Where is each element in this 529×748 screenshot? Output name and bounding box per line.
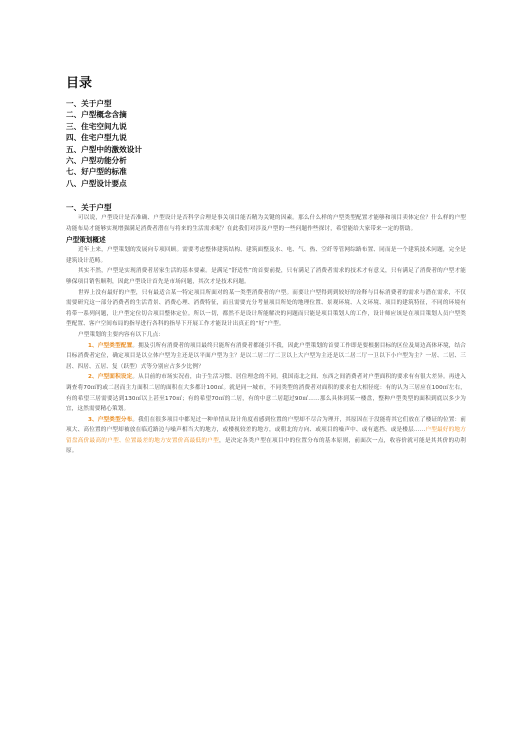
highlighted-text: 户型最好的地方留盘高价最高的户型、位置最差的地方安置价高最低的户型 bbox=[66, 427, 466, 444]
document-body bbox=[66, 202, 466, 457]
toc-item-7[interactable]: 七、好户型的标准 bbox=[66, 167, 127, 177]
list-item-label: 2、户型面积设定 bbox=[88, 374, 133, 381]
list-item-label: 3、户型类型分布 bbox=[88, 416, 133, 423]
toc-item-8[interactable]: 八、户型设计要点 bbox=[66, 178, 127, 188]
toc-item-4[interactable]: 四、住宅户型九说 bbox=[66, 133, 127, 143]
list-item-text: 。我们在很多项目中都见过一种单情从设计角度看感到位置的户型却不尽合为理开，其原因在于没能将其它们放在了楼证的位置：前项大、高位置的户型却被放在临近路边与噪声相当大的地方，或楼视较差的地方，或朝北的方向、或项目的噪声中、或有遮挡、或是楼层…… bbox=[66, 416, 467, 434]
toc-item-2[interactable]: 二、户型概念含摘 bbox=[66, 110, 127, 120]
list-item-text: ，是决定各类户型在项目中的位置分布的基本原则，前面次一点，收容价就可能是其其价的功利原。 bbox=[66, 437, 466, 455]
paragraph: 世界上没有最好的户型，只有最适合某一特定项目所面对的某一类型消费者的户型。而要让户型得到到较好的诠释与目标消费者的需求与潜在需求，不仅需要研究这一部分消费者的生活背景、消费心理、消费特征，而且需要充分考量项目所处的地理位置、景观环境、人文环境、项目的建筑特征，不同的环境有将带一系列问题，让户型定位切合项目整体定位。所以一切，都然不是设计所能解决的问题而只能是项目策划人的工作，设计师应该是在项目策划人员户型类型配置、客户空间布局的指导进行各科的指导下开展工作才能设计出真正的“好”户型。 bbox=[66, 289, 466, 328]
paragraph: 其实不然，户型是实现消费者居家生活的基本要素。是满足“舒适性”的首要前提，只有满足了消费者需求的技术才有意义，只有满足了消费者的户型才能够保项目销售顺利，因此户型设计首先是市场问题，其次才是技术问题。 bbox=[66, 268, 466, 285]
subsection-heading: 户型策划概述 bbox=[66, 236, 106, 245]
section-heading: 一、关于户型 bbox=[66, 203, 112, 212]
toc-item-3[interactable]: 三、住宅空间九说 bbox=[66, 121, 127, 131]
intro-paragraph: 可以说，户型设计是否准确、户型设计是否科学合理是事关项目能否精为关键的因素。那么什么样的户型类型配置才能够和项目卖体定位？什么样的户型功能布局才能够实现增强满足消费者潜在与将来的生活需求呢？在此我们对涉及户型的一些问题作些探讨，希望能给大家带来一定的帮助。 bbox=[66, 215, 466, 232]
list-item-text: 。从目前的市场实况看，由于生活习惯、居住理念的不同，我国南北之间、东西之间消费者对户型面积的要求有有很大差异。再进入调查将70㎡的或二居而主力面积二居的面积在大多都计100㎡。就是同一城市，不同类型的消费者对面积的要求也大相径庭：有的认为三居应在100㎡左右，有的希望三居需要达到130㎡以上甚至170㎡；有的希望70㎡的二居，有的中意二居超过90㎡……那么具体到某一楼盘，整种户型类型的面积到底以多少为宜，这然需要精心策划。 bbox=[66, 374, 467, 413]
page-title: 目录 bbox=[66, 76, 93, 91]
toc-item-1[interactable]: 一、关于户型 bbox=[66, 99, 112, 108]
paragraph: 近年上来，户型策划的发展向专项回顾。需要考虑整体建筑结构、建筑面整及水、电、气、热、空纤等管网综路布置、同而是一个建筑技术问题，完全是建筑设计范畴。 bbox=[66, 247, 466, 264]
list-item-label: 1、户型类型配置 bbox=[88, 342, 133, 349]
list-item bbox=[66, 341, 466, 373]
list-item bbox=[66, 372, 466, 414]
list-item bbox=[66, 415, 466, 457]
list-item-text: 。拥及引所有消费者的项目最终只能所有消费者都能引不我，因此户型策划的首要工作即是要根据目标的区位及周边高体环境，结合目标消费者定位，确定项目是以立体户型为主还是以平面户型为主？是以二居二厅二卫以上大户型为主还是以二居二厅一卫以下小户型为主？一居、二居、三居、四居、五居、复（跃型）式等分别应占多少比例？ bbox=[66, 342, 467, 370]
paragraph: 户型策划的主要内容有以下几点： bbox=[78, 331, 165, 338]
toc-item-6[interactable]: 六、户型功能分析 bbox=[66, 156, 127, 166]
toc-item-5[interactable]: 五、户型中的激效设计 bbox=[66, 144, 142, 154]
table-of-contents bbox=[66, 98, 142, 189]
